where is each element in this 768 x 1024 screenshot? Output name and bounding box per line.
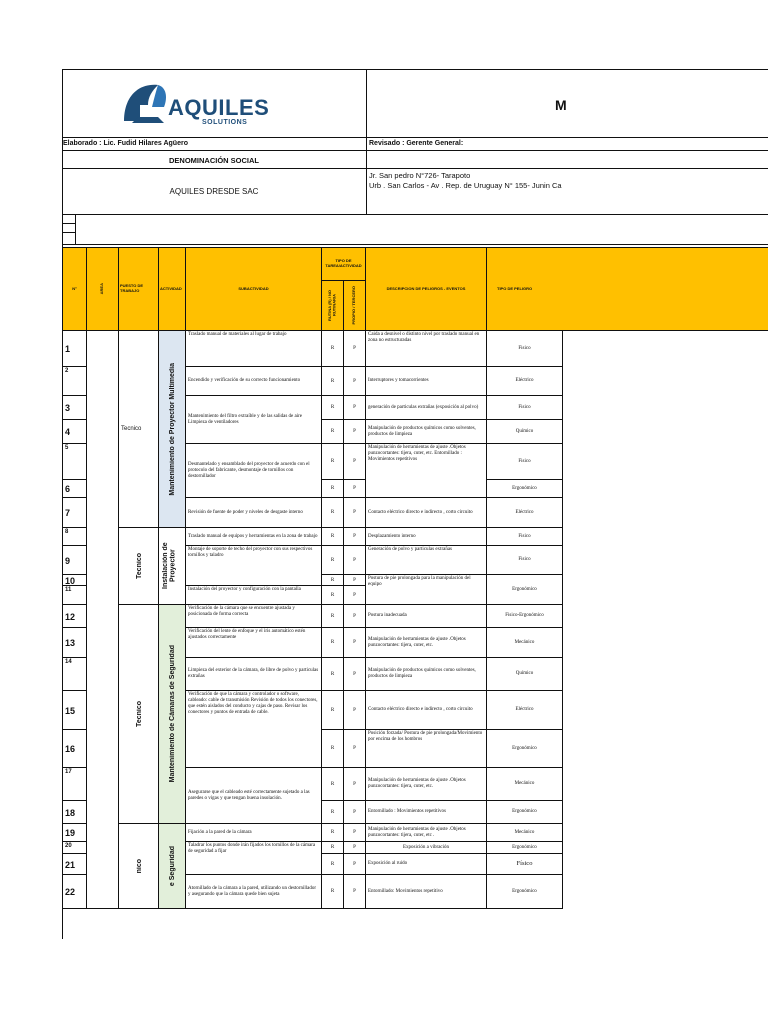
document-title: M [555,97,567,113]
propio-cell: P [344,605,366,628]
rutina-cell: R [322,628,344,658]
descripcion-cell: Posición forzada/ Postura de pie prolongada/Movimiento por encima de los hombros [366,730,487,768]
denominacion-value: AQUILES DRESDE SAC [62,169,367,215]
descripcion-cell: Desplazamiento interno [366,528,487,546]
rutina-cell: R [322,331,344,367]
grid-cell [62,215,76,224]
row-number: 8 [62,528,87,546]
address-line-1: Jr. San pedro N°726- Tarapoto [369,171,471,180]
tipo-peligro-cell: Ergonómico [487,480,563,498]
header-descripcion: DESCRIPCION DE PELIGROS - EVENTOS [366,247,487,331]
subactividad-cell: Verificación de la cámara que se encuentre ajustada y posicionada de forma correcta [186,605,322,628]
row-number: 21 [62,854,87,875]
propio-cell: P [344,628,366,658]
propio-cell: P [344,586,366,605]
descripcion-cell: Manipulación de herramientas de ajuste .Objetos punzocortantes: tijera, cuter, etc . [366,824,487,842]
rutina-cell: R [322,396,344,420]
rutina-cell: R [322,575,344,586]
subactividad-cell: Mantenimiento del filtro extraíble y de las salidas de aire Limpieza de ventiladores [186,396,322,444]
header-n: N° [62,247,87,331]
helmet-logo-icon [118,77,170,129]
rutina-cell: R [322,444,344,480]
grid-cell [62,224,76,233]
row-number: 5 [62,444,87,480]
sheet [62,69,768,939]
subactividad-cell: Atornillado de la cámara a la pared, utilizando un destornillador y asegurando que la cámara quede bien sujeta [186,875,322,909]
propio-cell: P [344,854,366,875]
rutina-cell: R [322,498,344,528]
row-number: 13 [62,628,87,658]
subactividad-cell: Limpieza del exterior de la cámara, de libre de polvo y particulas extrañas [186,658,322,691]
logo-subtext: SOLUTIONS [202,119,248,126]
rutina-cell: R [322,586,344,605]
table-header [62,247,768,331]
tipo-peligro-cell: Ergonómico [487,575,563,605]
address-block [367,169,768,215]
puesto-label: Tecnico [136,553,143,579]
propio-cell: P [344,396,366,420]
descripcion-cell: Postura inadecuada [366,605,487,628]
descripcion-cell: Manipulación de herramientas de ajuste .Objetos punzocortantes: tijera, cuter, etc. [366,768,487,801]
row-number: 3 [62,396,87,420]
subactividad-cell: Verificación de que la cámara y controlador o software, cableado: cable de transmisión Revisión de todos los conectores, que estén aislados del conducto y cajas de paso. Revisar los conectores y puntos de entrada de cable. [186,691,322,768]
rutina-cell: R [322,420,344,444]
table-body [62,331,768,939]
subactividad-cell: Instalación del proyector y configuración con la pantalla [186,586,322,605]
rutina-cell: R [322,842,344,854]
puesto-cell [119,605,159,824]
row-number: 14 [62,658,87,691]
tipo-peligro-cell: Ergonómico [487,801,563,824]
tipo-peligro-cell: Fisico [487,546,563,575]
rutina-cell: R [322,824,344,842]
propio-cell: P [344,480,366,498]
header-tipo-tarea: TIPO DE TAREA/ACTIVIDAD [322,247,366,281]
tipo-peligro-cell: Eléctrico [487,498,563,528]
row-number: 16 [62,730,87,768]
header-rutina: RUTINA (R) / NO RUTINARIA [322,281,344,331]
row-number: 2 [62,367,87,396]
rutina-cell: R [322,854,344,875]
grid-cell [62,233,76,245]
header-puesto: PUESTO DE TRABAJO [119,247,159,331]
header-actividad: ACTIVIDAD [159,247,186,331]
propio-cell: P [344,824,366,842]
puesto-cell [119,331,159,528]
actividad-label: Mantenimiento de Cámaras de Seguridad [168,645,176,783]
subactividad-cell: Asegurarse que el cableado esté correctamente sujetado a las paredes o vigas y que tengan buena insolación. [186,768,322,824]
row-number: 6 [62,480,87,498]
descripcion-cell: Manipulación de productos químicos como solventes, productos de limpieza [366,420,487,444]
tipo-peligro-cell: Ergonómico [487,842,563,854]
revisado-cell: Revisado : Gerente General: [367,138,768,151]
area-cell [87,331,119,909]
tipo-peligro-cell: Químico [487,658,563,691]
tipo-peligro-cell: Fisico [487,331,563,367]
propio-cell: P [344,420,366,444]
descripcion-cell: generación de particulas extrañas (exposición al polvo) [366,396,487,420]
actividad-cell [159,824,186,909]
rutina-cell: R [322,875,344,909]
row-number: 18 [62,801,87,824]
descripcion-cell: Entornillado : Movimientos repetitivos [366,801,487,824]
tipo-peligro-cell: Mecánico [487,768,563,801]
rutina-cell: R [322,528,344,546]
header-area: AREA [87,247,119,331]
propio-cell: P [344,691,366,730]
row-number: 17 [62,768,87,801]
descripcion-cell: Manipulación de productos químicos como solventes, productos de limpieza [366,658,487,691]
descripcion-cell: Exposición a vibración [366,842,487,854]
propio-cell: P [344,367,366,396]
propio-cell: P [344,528,366,546]
actividad-label: e Seguridad [168,845,176,887]
subactividad-cell: Revisión de fuente de poder y niveles de desgaste interno [186,498,322,528]
descripcion-cell: Manipulación de herramientas de ajuste .Objetos punzocortantes: tijera, cuter, etc. Entornillado : Movimientos repetitivos [366,444,487,498]
descripcion-cell: Exposición al ruido [366,854,487,875]
puesto-cell [119,528,159,605]
denominacion-label: DENOMINACIÓN SOCIAL [62,151,367,169]
propio-cell: P [344,730,366,768]
subactividad-cell: Taladrar los puntos donde irán fijados los tornillos de la cámara de seguridad a fijar [186,842,322,875]
logo-text: AQUILES [168,95,270,120]
row-number: 1 [62,331,87,367]
tipo-peligro-cell: Fisico [487,528,563,546]
denominacion-empty [367,151,768,169]
rutina-cell: R [322,658,344,691]
rutina-cell: R [322,768,344,801]
row-number: 20 [62,842,87,854]
row-number: 10 [62,575,87,586]
tipo-peligro-cell: Eléctrico [487,691,563,730]
propio-cell: P [344,842,366,854]
subactividad-cell: Montaje de soporte de techo del proyector con sus respectivos tornillos y taladro [186,546,322,586]
row-number: 22 [62,875,87,909]
puesto-label: Tecnico [121,426,142,432]
actividad-cell [159,331,186,528]
header-propio: PROPIO / TERCERO [344,281,366,331]
subactividad-cell: Desmantelado y ensamblado del proyector de acuerdo con el protocolo del fabricante, desmontaje de tornillos con destornillador [186,444,322,498]
actividad-cell [159,528,186,605]
tipo-peligro-cell: Químico [487,420,563,444]
tipo-peligro-cell: Ergonómico [487,730,563,768]
tipo-peligro-cell: Mecánico [487,628,563,658]
tipo-peligro-cell: Físico [487,854,563,875]
logo-block [62,69,367,138]
rutina-cell: R [322,546,344,575]
puesto-label: Tecnico [136,701,143,727]
tipo-peligro-cell: Fisico-Ergonómico [487,605,563,628]
grid-cell [76,233,768,245]
row-number: 19 [62,824,87,842]
row-number: 12 [62,605,87,628]
tipo-peligro-cell: Fisico [487,396,563,420]
descripcion-cell: Contacto eléctrico directo e indirecto , corto circuito [366,691,487,730]
propio-cell: P [344,768,366,801]
puesto-cell [119,824,159,909]
row-number: 7 [62,498,87,528]
tipo-peligro-cell: Fisico [487,444,563,480]
descripcion-cell: Contacto eléctrico directo e indirecto , corto circuito [366,498,487,528]
propio-cell: P [344,546,366,575]
header-subactividad: SUBACTIVIDAD [186,247,322,331]
address-line-2: Urb . San Carlos - Av . Rep. de Uruguay N° 155- Junin Ca [369,181,562,191]
row-number: 4 [62,420,87,444]
actividad-cell [159,605,186,824]
subactividad-cell: Encendido y verificación de su correcto funcionamiento [186,367,322,396]
elaborado-cell: Elaborado : Lic. Fudid Hilares Agüero [62,138,367,151]
descripcion-cell: Entornillado: Movimientos repetitivo [366,875,487,909]
title-block [367,69,768,138]
tipo-peligro-cell: Mecánico [487,824,563,842]
row-number: 11 [62,586,87,605]
subactividad-cell: Traslado manual de materiales al lugar de trabajo [186,331,322,367]
subactividad-cell: Fijación a la pared de la cámara [186,824,322,842]
descripcion-cell: Interruptores y tomacorrientes [366,367,487,396]
puesto-label: nico [136,858,143,874]
propio-cell: P [344,331,366,367]
propio-cell: P [344,575,366,586]
row-number: 15 [62,691,87,730]
rutina-cell: R [322,801,344,824]
rutina-cell: R [322,605,344,628]
actividad-label: Mantenimiento de Proyector Multimedia [168,362,176,496]
tipo-peligro-cell: Ergonómico [487,875,563,909]
descripcion-cell: Caida a desnivel o distinto nivel por traslado manual en zona no estructuradas [366,331,487,367]
rutina-cell: R [322,480,344,498]
propio-cell: P [344,801,366,824]
propio-cell: P [344,444,366,480]
rutina-cell: R [322,367,344,396]
propio-cell: P [344,658,366,691]
row-number: 9 [62,546,87,575]
descripcion-cell: Postura de pie prolongada para la manipulación del equipo [366,575,487,605]
tipo-peligro-cell: Eléctrico [487,367,563,396]
rutina-cell: R [322,691,344,730]
descripcion-cell: Generación de polvo y particulas extrañas [366,546,487,575]
propio-cell: P [344,498,366,528]
actividad-label: Instalación de Proyector [162,542,177,590]
rutina-cell: R [322,730,344,768]
subactividad-cell: Traslado manual de equipos y herramientas en la zona de trabajo [186,528,322,546]
subactividad-cell: Verificación del lente de enfoque y el iris automático estén ajustados correctamente [186,628,322,658]
descripcion-cell: Manipulación de herramientas de ajuste .Objetos punzocortantes: tijera, cuter, etc. [366,628,487,658]
propio-cell: P [344,875,366,909]
header-tipo-peligro: TIPO DE PELIGRO [487,247,768,331]
